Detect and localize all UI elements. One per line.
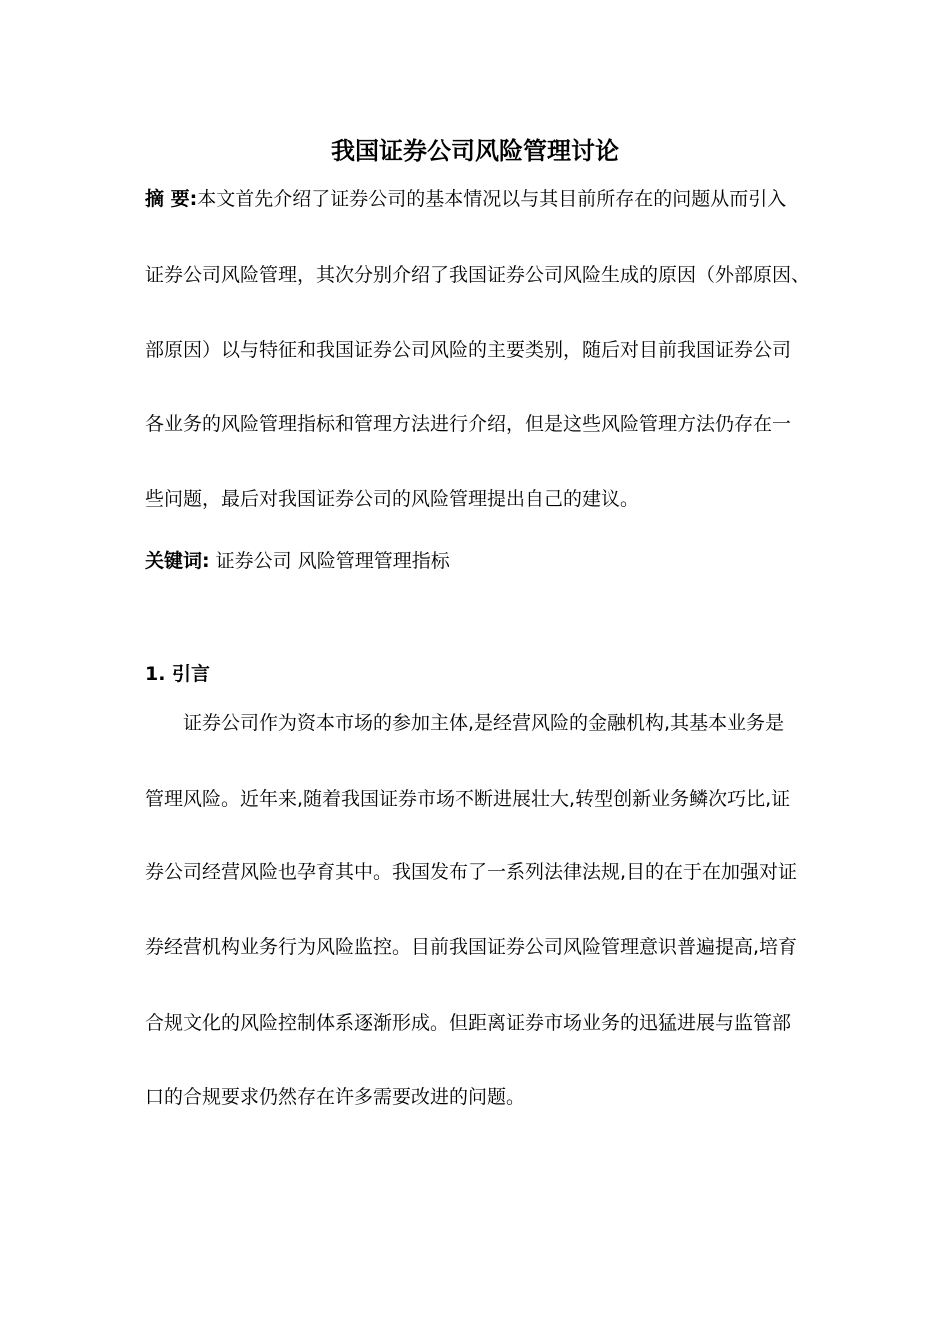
abstract-label: 摘 要: (145, 188, 198, 210)
abstract-text-1: 本文首先介绍了证券公司的基本情况以与其目前所存在的问题从而引入 (197, 188, 787, 210)
intro-line-4: 券经营机构业务行为风险监控。目前我国证券公司风险管理意识普遍提高,培育 (145, 936, 798, 958)
keywords-line (145, 548, 815, 574)
abstract-line-2: 证券公司风险管理，其次分别介绍了我国证券公司风险生成的原因（外部原因、 (145, 264, 811, 286)
section-heading-introduction: 1. 引言 (145, 663, 211, 685)
abstract-line-4: 各业务的风险管理指标和管理方法进行介绍，但是这些风险管理方法仍存在一 (145, 413, 792, 435)
document-title: 我国证券公司风险管理讨论 (331, 137, 619, 165)
abstract-line-1 (145, 186, 815, 212)
abstract-line-5: 些问题，最后对我国证券公司的风险管理提出自己的建议。 (145, 488, 640, 510)
keywords-label: 关键词: (145, 550, 210, 572)
intro-line-3: 券公司经营风险也孕育其中。我国发布了一系列法律法规,目的在于在加强对证 (145, 861, 798, 883)
intro-line-2: 管理风险。近年来,随着我国证券市场不断进展壮大,转型创新业务鳞次巧比,证 (145, 788, 791, 810)
intro-line-5: 合规文化的风险控制体系逐渐形成。但距离证券市场业务的迅猛进展与监管部 (145, 1012, 792, 1034)
intro-line-1: 证券公司作为资本市场的参加主体,是经营风险的金融机构,其基本业务是 (145, 712, 785, 734)
keywords-text: 证券公司 风险管理管理指标 (209, 550, 450, 572)
abstract-line-3: 部原因）以与特征和我国证券公司风险的主要类别，随后对目前我国证券公司 (145, 339, 792, 361)
intro-line-6: 口的合规要求仍然存在许多需要改进的问题。 (145, 1086, 526, 1108)
